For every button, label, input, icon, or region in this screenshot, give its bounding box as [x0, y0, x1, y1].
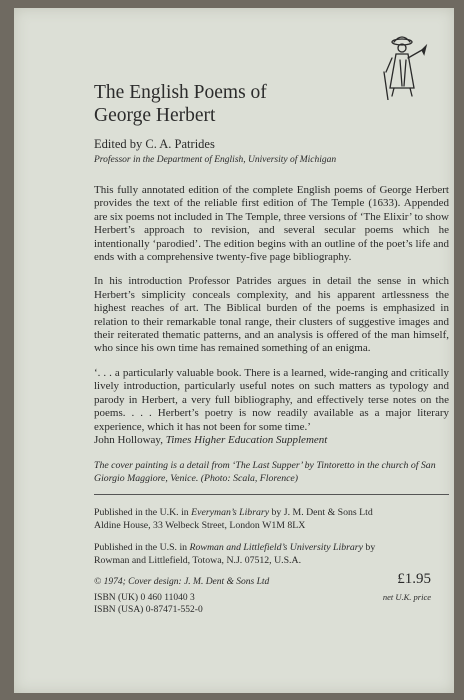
price-note: net U.K. price	[382, 592, 431, 603]
book-back-cover	[14, 8, 454, 693]
publisher-uk	[94, 506, 449, 519]
publisher-us-series: Rowman and Littlefield’s University Library	[189, 542, 363, 554]
divider	[94, 494, 449, 495]
copyright-line: © 1974; Cover design: J. M. Dent & Sons Ltd	[94, 577, 270, 588]
review-attribution	[94, 434, 449, 447]
review-quote: ‘. . . a particularly valuable book. There is a learned, wide-ranging and critically lively introduction, particularly useful notes on such matters as typology and parody in Herbert, a very full bibliography, and effectively terse notes on the poems. . . . Herbert’s poetry is now readily available as a major literary experience, which it has not been for some time.’	[94, 366, 449, 433]
price: £1.95	[397, 571, 431, 588]
colophon	[94, 571, 449, 620]
isbn-uk: ISBN (UK) 0 460 11040 3	[94, 592, 195, 603]
title-line-1: The English Poems of	[94, 82, 267, 103]
review-publication: Times Higher Education Supplement	[165, 433, 328, 446]
publisher-us-prefix: Published in the U.S. in	[94, 542, 190, 554]
book-title	[94, 81, 449, 127]
editor-credit: Edited by C. A. Patrides	[94, 137, 215, 151]
description-paragraph-1: This fully annotated edition of the complete English poems of George Herbert provides the text of the reliable first edition of The Temple (1633). Appended are six poems not included in The Temple, three versions of ‘The Elixir’ to show Herbert’s approach to revision, and several secular poems which he intentionally ‘parodied’. The edition begins with an outline of the poet’s life and ends with a comprehensive twenty-five page bibliography.	[94, 184, 449, 264]
publisher-uk-address: Aldine House, 33 Welbeck Street, London W1M 8LX	[94, 520, 306, 532]
description-paragraph-2: In his introduction Professor Patrides argues in detail the sense in which Herbert’s simplicity conceals complexity, and his apparent artlessness the highest reaches of art. The Biblical burden of the poems is emphasized in relation to their remarkable tonal range, their clusters of suggestive images and their reiterated thematic patterns, and an analysis is offered of the man himself, who since his own time has remained something of an enigma.	[94, 275, 449, 355]
publisher-info	[94, 506, 449, 567]
publisher-uk-suffix: by J. M. Dent & Sons Ltd	[269, 507, 373, 519]
isbn-usa: ISBN (USA) 0-87471-552-0	[94, 605, 203, 616]
review-author: John Holloway,	[94, 433, 163, 446]
editor-affiliation: Professor in the Department of English, University of Michigan	[94, 155, 337, 165]
publisher-uk-series: Everyman’s Library	[191, 507, 270, 519]
publisher-us-address: Rowman and Littlefield, Totowa, N.J. 07512, U.S.A.	[94, 555, 302, 567]
cover-caption: The cover painting is a detail from ‘The Last Supper’ by Tintoretto in the church of San Giorgio Maggiore, Venice. (Photo: Scala, Florence)	[94, 460, 436, 485]
back-cover-text	[94, 81, 449, 620]
publisher-us	[94, 541, 449, 554]
title-line-2: George Herbert	[94, 105, 216, 126]
publisher-uk-prefix: Published in the U.K. in	[94, 507, 192, 519]
publisher-us-suffix: by	[362, 542, 376, 554]
